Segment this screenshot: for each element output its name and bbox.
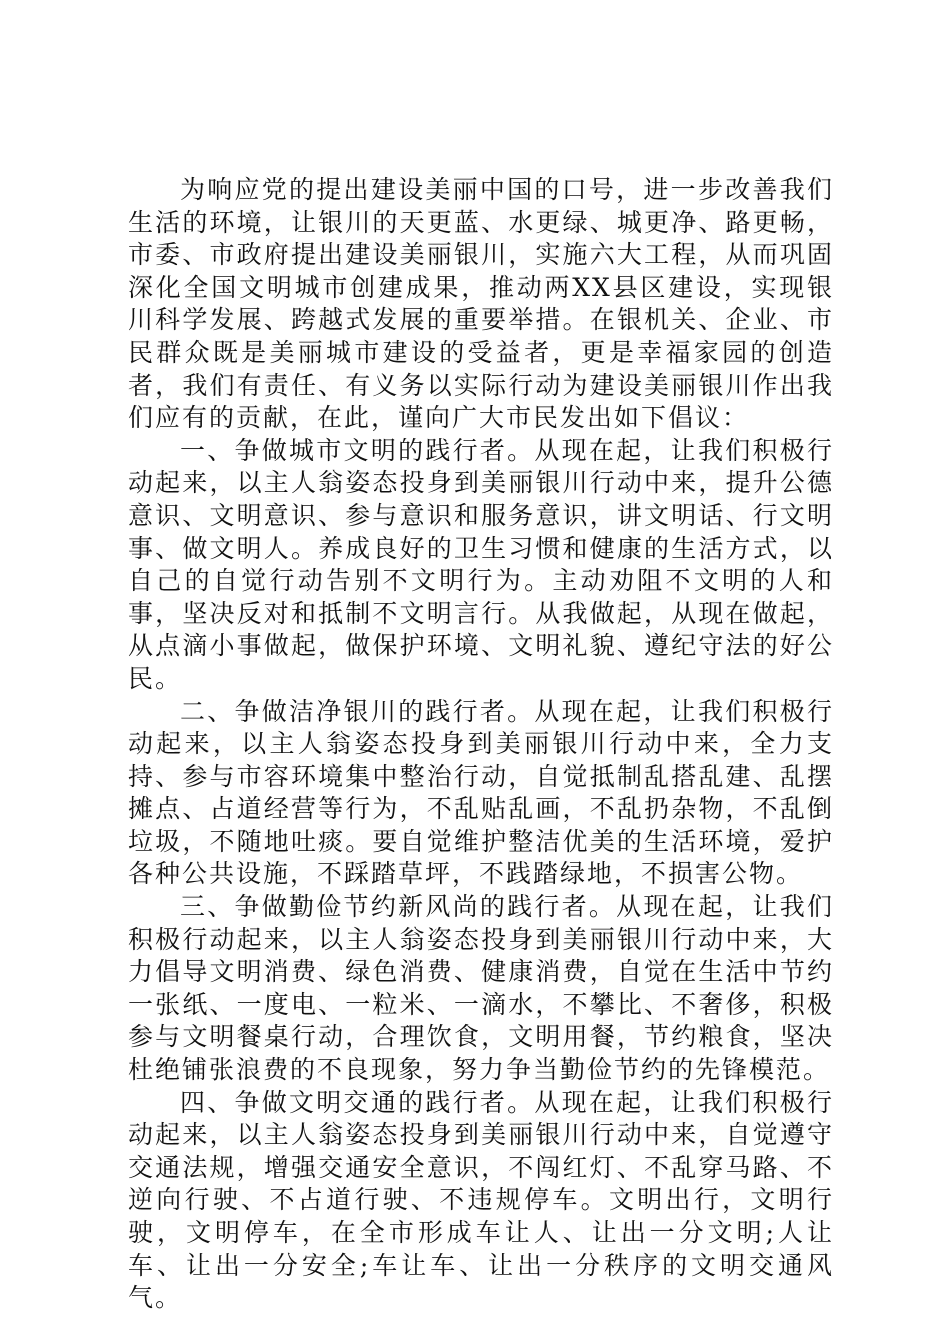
proposal-paragraph-4: 四、争做文明交通的践行者。从现在起，让我们积极行动起来，以主人翁姿态投身到美丽银川行动中来，自觉遵守交通法规，增强交通安全意识，不闯红灯、不乱穿马路、不逆向行驶、不占道行驶、不违规停车。文明出行，文明行驶，文明停车，在全市形成车让人、让出一分文明;人让车、让出一分安全;车让车、让出一分秩序的文明交通风气。 bbox=[128, 1087, 834, 1313]
intro-paragraph: 为响应党的提出建设美丽中国的口号，进一步改善我们生活的环境，让银川的天更蓝、水更绿、城更净、路更畅，市委、市政府提出建设美丽银川，实施六大工程，从而巩固深化全国文明城市创建成果，推动两XX县区建设，实现银川科学发展、跨越式发展的重要举措。在银机关、企业、市民群众既是美丽城市建设的受益者，更是幸福家园的创造者，我们有责任、有义务以实际行动为建设美丽银川作出我们应有的贡献，在此，谨向广大市民发出如下倡议： bbox=[128, 175, 834, 433]
document-body bbox=[128, 174, 834, 1315]
proposal-paragraph-3: 三、争做勤俭节约新风尚的践行者。从现在起，让我们积极行动起来，以主人翁姿态投身到美丽银川行动中来，大力倡导文明消费、绿色消费、健康消费，自觉在生活中节约一张纸、一度电、一粒米、一滴水，不攀比、不奢侈，积极参与文明餐桌行动，合理饮食，文明用餐，节约粮食，坚决杜绝铺张浪费的不良现象，努力争当勤俭节约的先锋模范。 bbox=[128, 892, 834, 1085]
proposal-paragraph-1: 一、争做城市文明的践行者。从现在起，让我们积极行动起来，以主人翁姿态投身到美丽银川行动中来，提升公德意识、文明意识、参与意识和服务意识，讲文明话、行文明事、做文明人。养成良好的卫生习惯和健康的生活方式，以自己的自觉行动告别不文明行为。主动劝阻不文明的人和事，坚决反对和抵制不文明言行。从我做起，从现在做起，从点滴小事做起，做保护环境、文明礼貌、遵纪守法的好公民。 bbox=[128, 435, 834, 693]
proposal-paragraph-2: 二、争做洁净银川的践行者。从现在起，让我们积极行动起来，以主人翁姿态投身到美丽银川行动中来，全力支持、参与市容环境集中整治行动，自觉抵制乱搭乱建、乱摆摊点、占道经营等行为，不乱贴乱画，不乱扔杂物，不乱倒垃圾，不随地吐痰。要自觉维护整洁优美的生活环境，爱护各种公共设施，不踩踏草坪，不践踏绿地，不损害公物。 bbox=[128, 696, 834, 889]
